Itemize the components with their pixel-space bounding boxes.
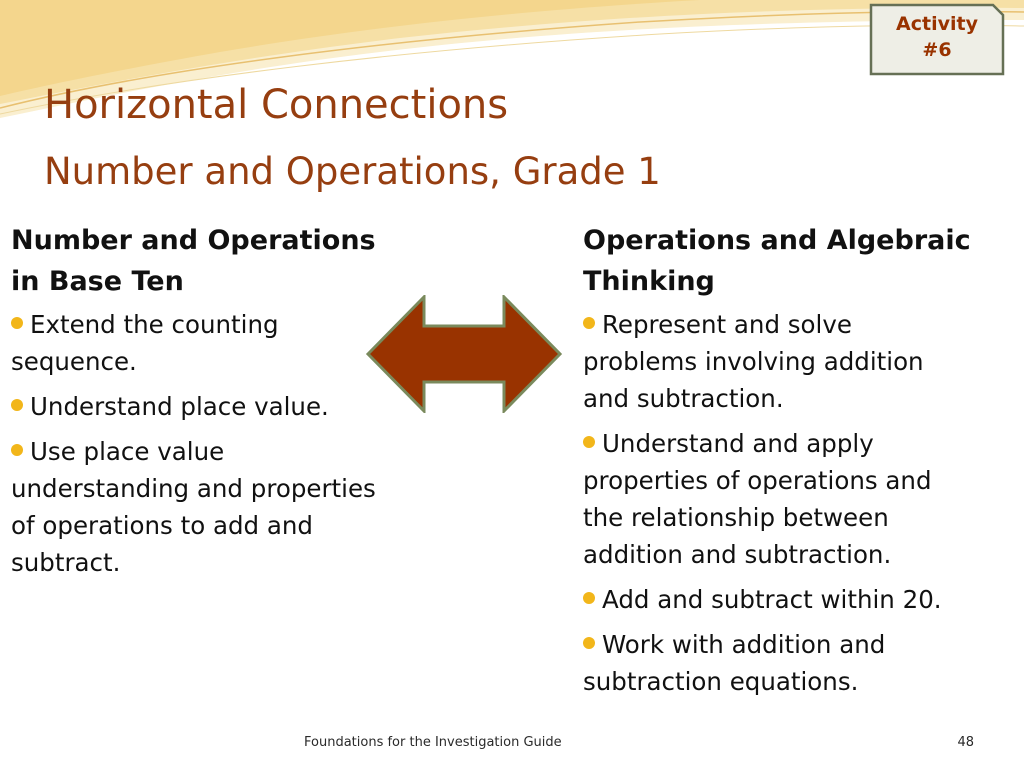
bullet-text: subtraction equations. [583,667,859,696]
bullet-text: problems involving addition [583,347,924,376]
bullet-dot-icon [583,436,595,448]
badge-line-1: Activity [896,13,978,35]
bullet-text: Represent and solve [602,310,852,339]
bullet-text: the relationship between [583,503,889,532]
list-item [583,425,1008,573]
left-heading-line-1: Number and Operations [11,225,376,256]
right-column [583,220,1008,708]
bullet-text: understanding and properties [11,474,376,503]
bullet-text: Add and subtract within 20. [602,585,942,614]
badge-label [868,11,1006,63]
bullet-text: and subtraction. [583,384,784,413]
right-bullet-list [583,306,1008,700]
double-headed-arrow-icon [364,295,564,413]
right-heading-line-1: Operations and Algebraic [583,225,971,256]
bullet-dot-icon [583,317,595,329]
bullet-dot-icon [11,444,23,456]
badge-line-2: #6 [922,39,952,61]
list-item [583,626,1008,700]
slide-title: Horizontal Connections [44,82,509,128]
bullet-dot-icon [583,592,595,604]
list-item [583,306,1008,417]
activity-badge [868,2,1006,76]
list-item [583,581,1008,618]
bullet-text: Understand and apply [602,429,874,458]
bullet-text: properties of operations and [583,466,932,495]
bullet-text: Work with addition and [602,630,886,659]
page-number: 48 [957,735,974,750]
bullet-text: subtract. [11,548,121,577]
right-column-heading [583,220,1008,302]
footer-text: Foundations for the Investigation Guide [304,735,562,750]
bullet-text: addition and subtraction. [583,540,892,569]
left-heading-line-2: in Base Ten [11,266,184,297]
bullet-dot-icon [11,399,23,411]
bullet-text: Extend the counting [30,310,279,339]
right-heading-line-2: Thinking [583,266,715,297]
left-column-heading [11,220,431,302]
slide-subtitle: Number and Operations, Grade 1 [44,150,661,193]
bullet-text: sequence. [11,347,137,376]
bullet-dot-icon [11,317,23,329]
bullet-text: Understand place value. [30,392,329,421]
bullet-text: of operations to add and [11,511,313,540]
list-item [11,433,431,581]
bullet-text: Use place value [30,437,225,466]
bullet-dot-icon [583,637,595,649]
